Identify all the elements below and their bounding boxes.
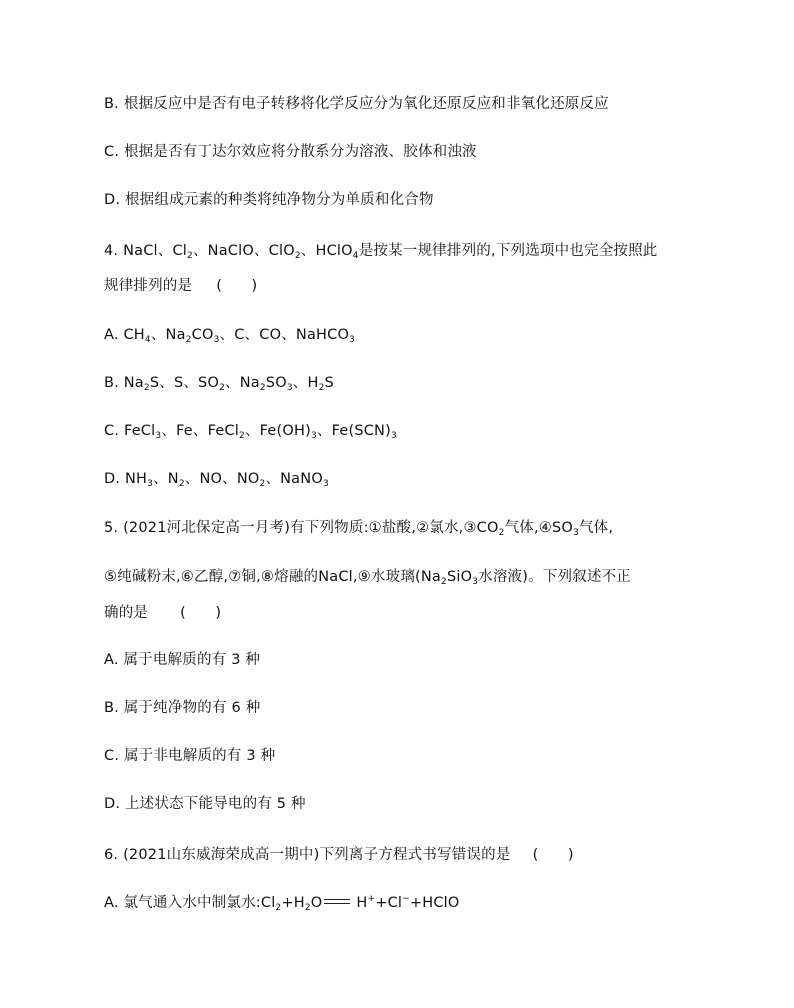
- q4-option-a: A. $CH_4$、$Na_2CO_3$、C、CO、NaHCO$_3$: [104, 327, 356, 345]
- answer-paren: ( ): [180, 605, 222, 621]
- answer-paren: ( ): [216, 278, 258, 294]
- q5-option-d: D. 上述状态下能导电的有 5 种: [104, 796, 306, 812]
- q5-option-a: A. 属于电解质的有 3 种: [104, 652, 261, 668]
- q5-stem-line1: 5. (2021河北保定高一月考)有下列物质:①盐酸,②氯水$,③CO_2$气体$,④SO_3$气体,: [104, 520, 614, 538]
- q3-option-c: C. 根据是否有丁达尔效应将分散系分为溶液、胶体和浊液: [104, 144, 477, 160]
- answer-paren: ( ): [532, 847, 574, 863]
- q5-option-c: C. 属于非电解质的有 3 种: [104, 748, 276, 764]
- equals-arrow: [324, 899, 350, 904]
- q4-option-c: C. FeCl$_3$、Fe、FeCl$_2$、$Fe(OH)_3$、$Fe(SCN)_3$: [104, 423, 397, 441]
- q3-option-b: B. 根据反应中是否有电子转移将化学反应分为氧化还原反应和非氧化还原反应: [104, 96, 609, 112]
- q6-source: (2021山东威海荣成高一期中): [123, 847, 320, 863]
- q5-stem-line2: ⑤纯碱粉末,⑥乙醇,⑦铜,⑧熔融的NaCl,⑨水玻璃($Na_2SiO_3$水溶液)。下列叙述不正: [104, 569, 631, 587]
- q3-option-d: D. 根据组成元素的种类将纯净物分为单质和化合物: [104, 192, 434, 208]
- q4-number: 4.: [104, 243, 119, 259]
- q6-stem: 6. (2021山东威海荣成高一期中)下列离子方程式书写错误的是 ( ): [104, 847, 574, 863]
- q4-stem-line2: 规律排列的是 ( ): [104, 278, 258, 294]
- q5-option-b: B. 属于纯净物的有 6 种: [104, 700, 261, 716]
- q6-number: 6.: [104, 847, 119, 863]
- q5-stem-line3: 确的是 ( ): [104, 605, 222, 621]
- q4-option-b: B. $Na_2S$、S、$SO_2$、$Na_2SO_3$、$H_2S$: [104, 375, 334, 393]
- q4-option-d: D. $NH_3$、$N_2$、NO、$NO_2$、NaNO$_3$: [104, 471, 329, 489]
- q5-source: (2021河北保定高一月考): [123, 520, 291, 536]
- q5-number: 5.: [104, 520, 119, 536]
- q6-option-a: A. 氯气通入水中制氯水$:Cl_2+H_2O$ H++Cl−+HClO: [104, 894, 460, 913]
- q4-stem-line1: 4. NaCl、$Cl_2$、NaClO、ClO$_2$、HClO$_4$是按某一规律排列的,下列选项中也完全按照此: [104, 243, 658, 261]
